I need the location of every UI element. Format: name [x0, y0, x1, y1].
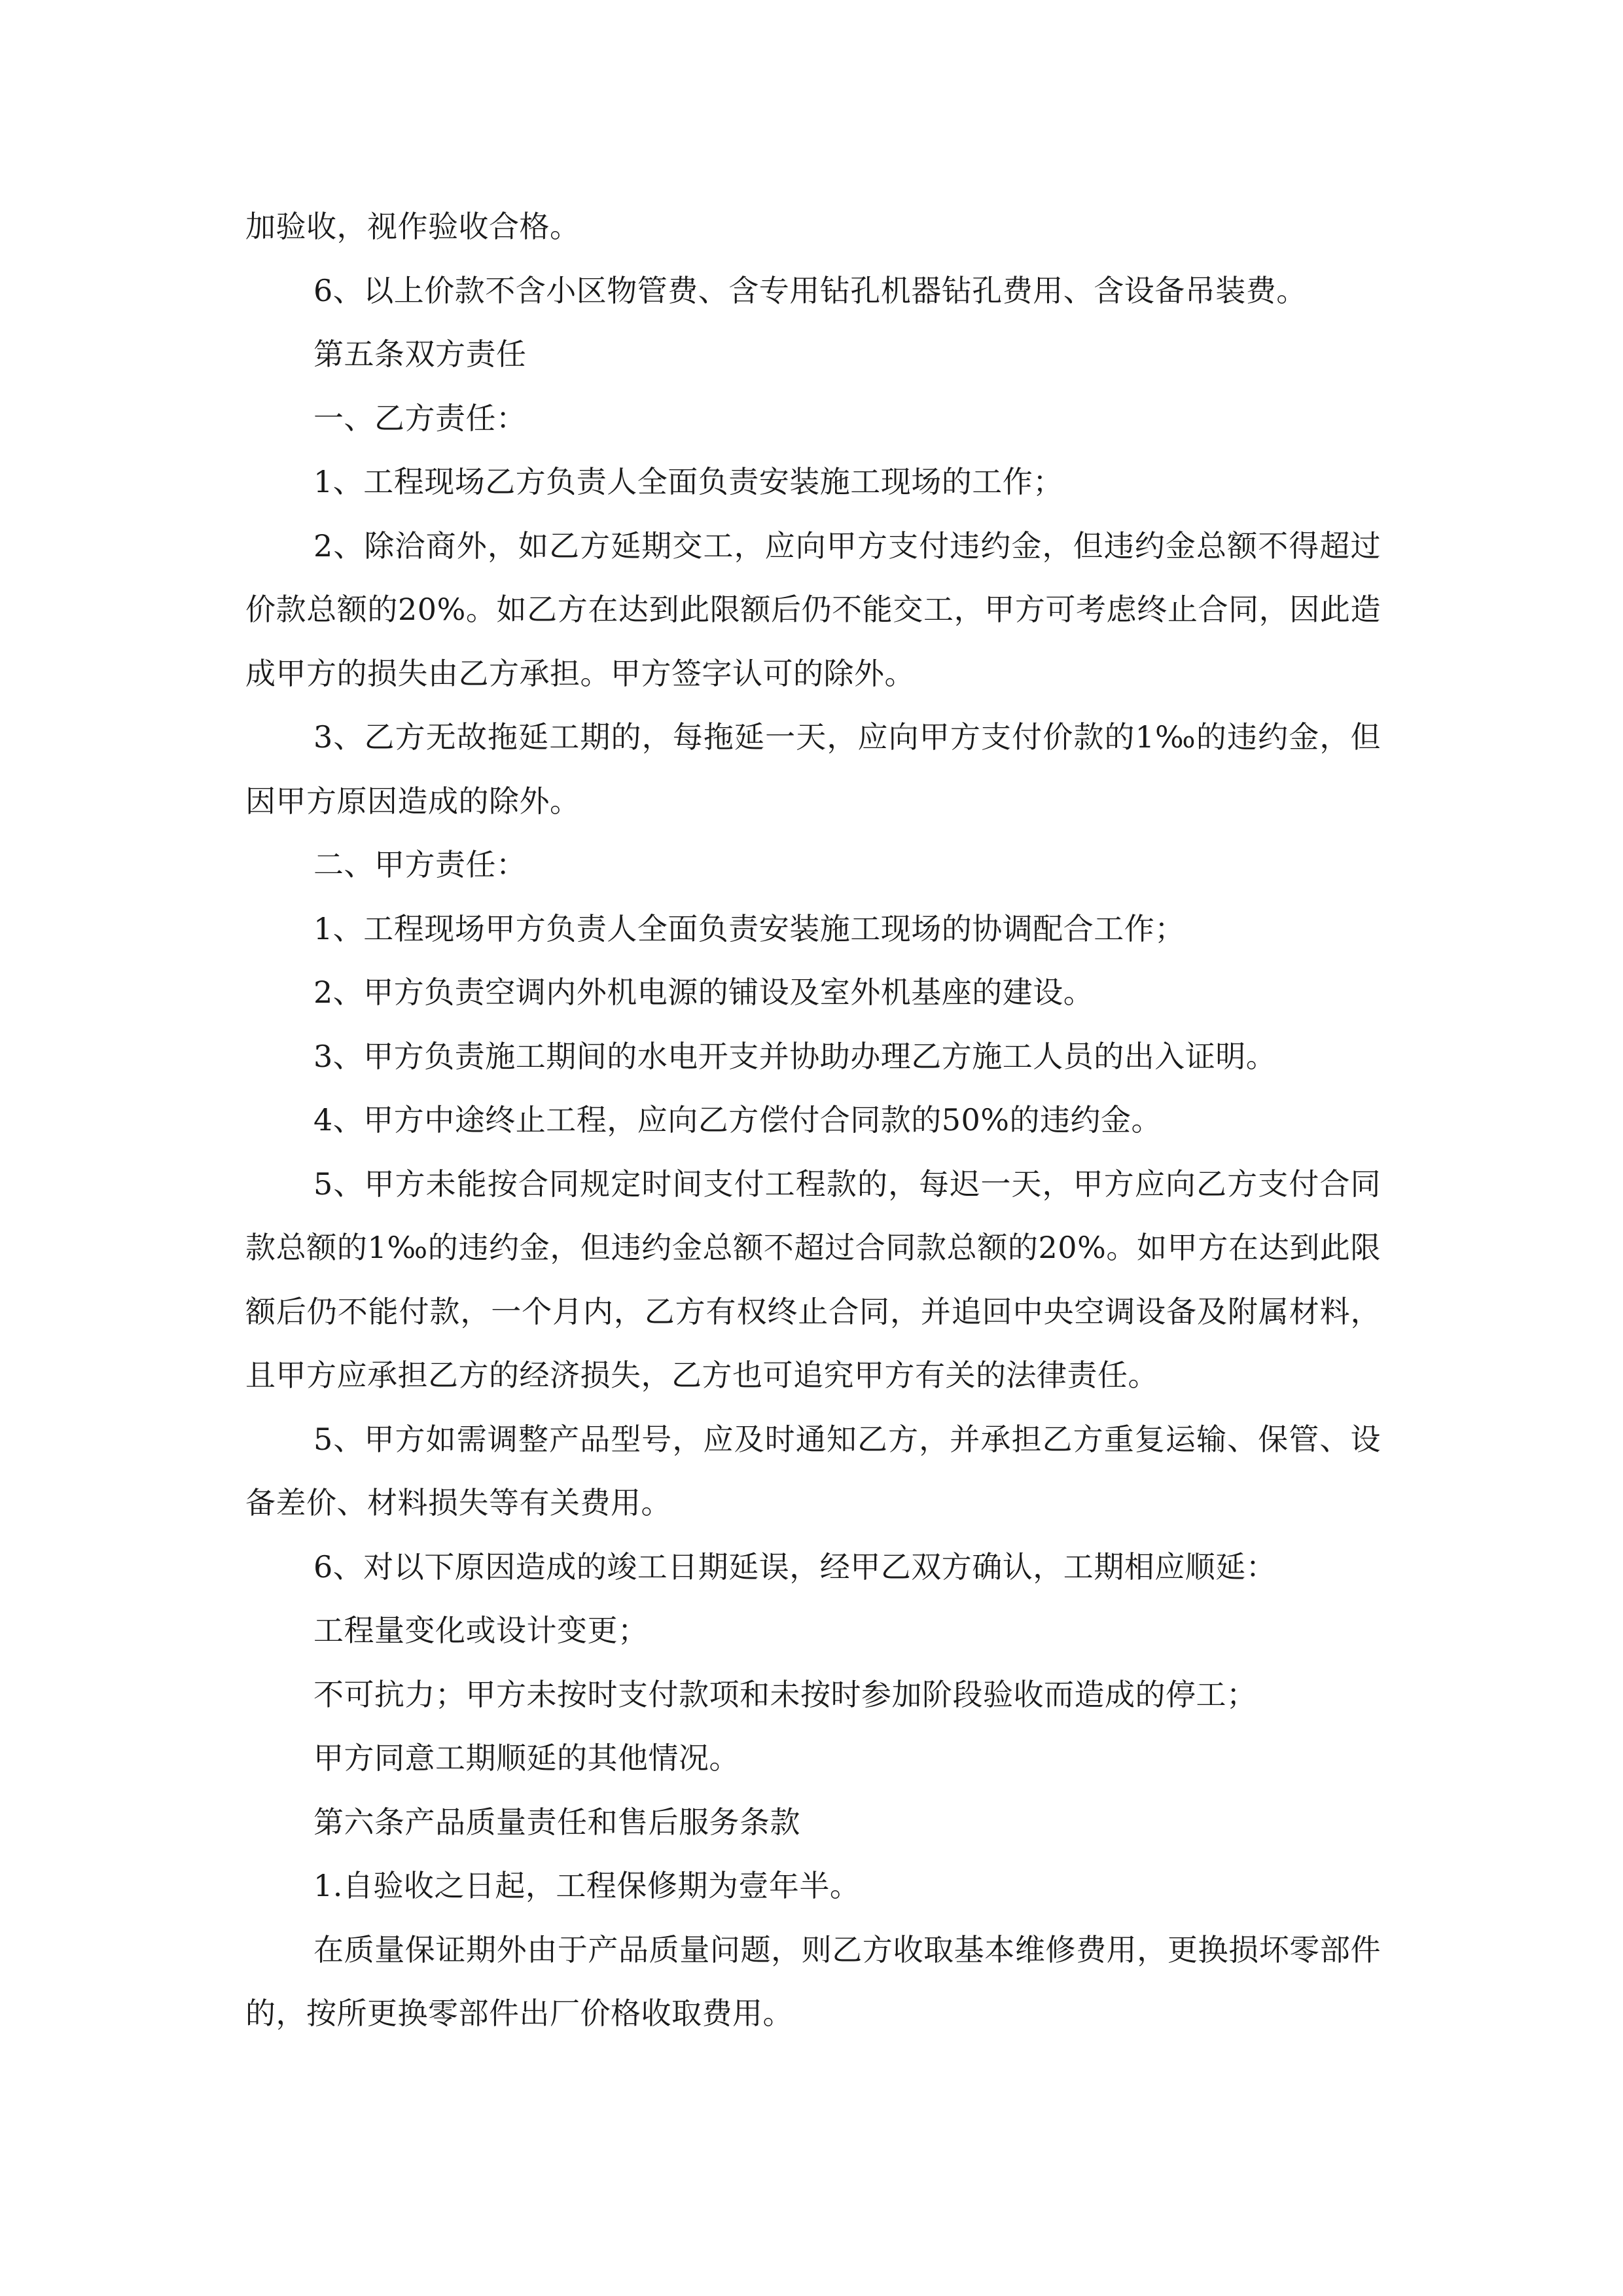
document-page: [245, 195, 1381, 2046]
paragraph: 甲方同意工期顺延的其他情况。: [313, 1740, 740, 1776]
paragraph: 工程量变化或设计变更；: [313, 1613, 649, 1648]
subsection-heading: 一、乙方责任：: [313, 400, 527, 436]
paragraph: 2、甲方负责空调内外机电源的铺设及室外机基座的建设。: [313, 975, 1094, 1010]
paragraph: 3、甲方负责施工期间的水电开支并协助办理乙方施工人员的出入证明。: [313, 1038, 1277, 1074]
paragraph: 5、甲方未能按合同规定时间支付工程款的，每迟一天，甲方应向乙方支付合同款总额的1‰的违约金，但违约金总额不超过合同款总额的20%。如甲方在达到此限额后仍不能付款，一个月内，乙方有权终止合同，并追回中央空调设备及附属材料，且甲方应承担乙方的经济损失，乙方也可追究甲方有关的法律责任。: [245, 1166, 1381, 1393]
paragraph: 1、工程现场乙方负责人全面负责安装施工现场的工作；: [313, 464, 1063, 499]
paragraph: 1.自验收之日起，工程保修期为壹年半。: [313, 1868, 861, 1903]
paragraph: 4、甲方中途终止工程，应向乙方偿付合同款的50%的违约金。: [313, 1102, 1162, 1138]
paragraph: 1、工程现场甲方负责人全面负责安装施工现场的协调配合工作；: [313, 910, 1185, 946]
paragraph: 5、甲方如需调整产品型号，应及时通知乙方，并承担乙方重复运输、保管、设备差价、材料损失等有关费用。: [245, 1421, 1381, 1520]
paragraph: 6、以上价款不含小区物管费、含专用钻孔机器钻孔费用、含设备吊装费。: [313, 272, 1307, 308]
paragraph: 3、乙方无故拖延工期的，每拖延一天，应向甲方支付价款的1‰的违约金，但因甲方原因造成的除外。: [245, 719, 1381, 819]
subsection-heading: 二、甲方责任：: [313, 847, 527, 882]
paragraph: 6、对以下原因造成的竣工日期延误，经甲乙双方确认，工期相应顺延：: [313, 1549, 1277, 1585]
section-heading: 第六条产品质量责任和售后服务条款: [313, 1804, 800, 1840]
paragraph: 2、除洽商外，如乙方延期交工，应向甲方支付违约金，但违约金总额不得超过价款总额的20%。如乙方在达到此限额后仍不能交工，甲方可考虑终止合同，因此造成甲方的损失由乙方承担。甲方签字认可的除外。: [245, 528, 1381, 691]
section-heading: 第五条双方责任: [313, 336, 527, 372]
paragraph: 在质量保证期外由于产品质量问题，则乙方收取基本维修费用，更换损坏零部件的，按所更换零部件出厂价格收取费用。: [245, 1931, 1381, 2031]
paragraph: 加验收，视作验收合格。: [245, 209, 580, 244]
paragraph: 不可抗力；甲方未按时支付款项和未按时参加阶段验收而造成的停工；: [313, 1676, 1257, 1712]
